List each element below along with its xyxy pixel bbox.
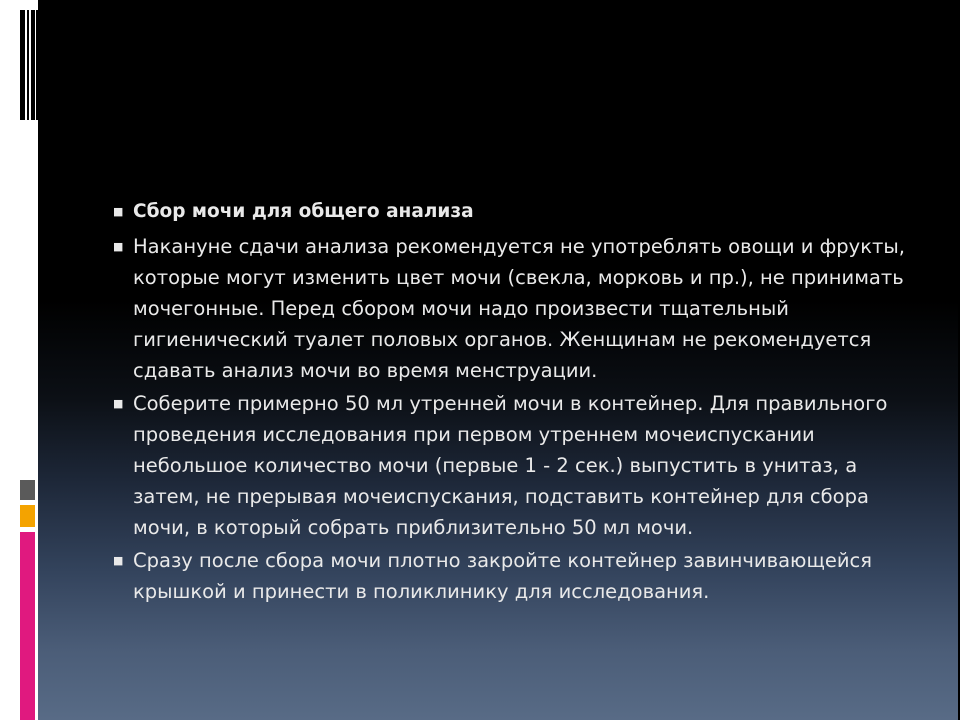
bullet-item <box>112 388 912 543</box>
left-decoration-strip <box>0 0 38 720</box>
deco-line-1 <box>20 10 25 120</box>
bullet-icon: ■ <box>113 397 124 410</box>
deco-line-4 <box>36 10 38 120</box>
deco-line-2 <box>27 10 29 120</box>
decorative-lines <box>20 10 38 120</box>
accent-bar-magenta <box>20 532 35 720</box>
accent-bar-gray <box>20 480 35 500</box>
deco-line-3 <box>31 10 35 120</box>
accent-bar-orange <box>20 505 35 527</box>
bullet-icon: ■ <box>113 205 124 218</box>
bullet-icon: ■ <box>113 240 124 253</box>
slide-heading: Сбор мочи для общего анализа <box>133 201 474 222</box>
slide-content <box>112 196 912 609</box>
bullet-item <box>112 231 912 386</box>
bullet-text: Накануне сдачи анализа рекомендуется не употреблять овощи и фрукты, которые могут изменить цвет мочи (свекла, морковь и пр.), не принимать мочегонные. Перед сбором мочи надо произвести тщательный гигиенический туалет половых органов. Женщинам не рекомендуется сдавать анализ мочи во время менструации. <box>133 235 905 382</box>
bullet-item <box>112 545 912 607</box>
bullet-item-title <box>112 196 912 227</box>
bullet-icon: ■ <box>113 554 124 567</box>
bullet-text: Сразу после сбора мочи плотно закройте контейнер завинчивающейся крышкой и принести в поликлинику для исследования. <box>133 549 872 603</box>
bullet-text: Соберите примерно 50 мл утренней мочи в контейнер. Для правильного проведения исследования при первом утреннем мочеиспускании небольшое количество мочи (первые 1 - 2 сек.) выпустить в унитаз, а затем, не прерывая мочеиспускания, подставить контейнер для сбора мочи, в который собрать приблизительно 50 мл мочи. <box>133 392 888 539</box>
